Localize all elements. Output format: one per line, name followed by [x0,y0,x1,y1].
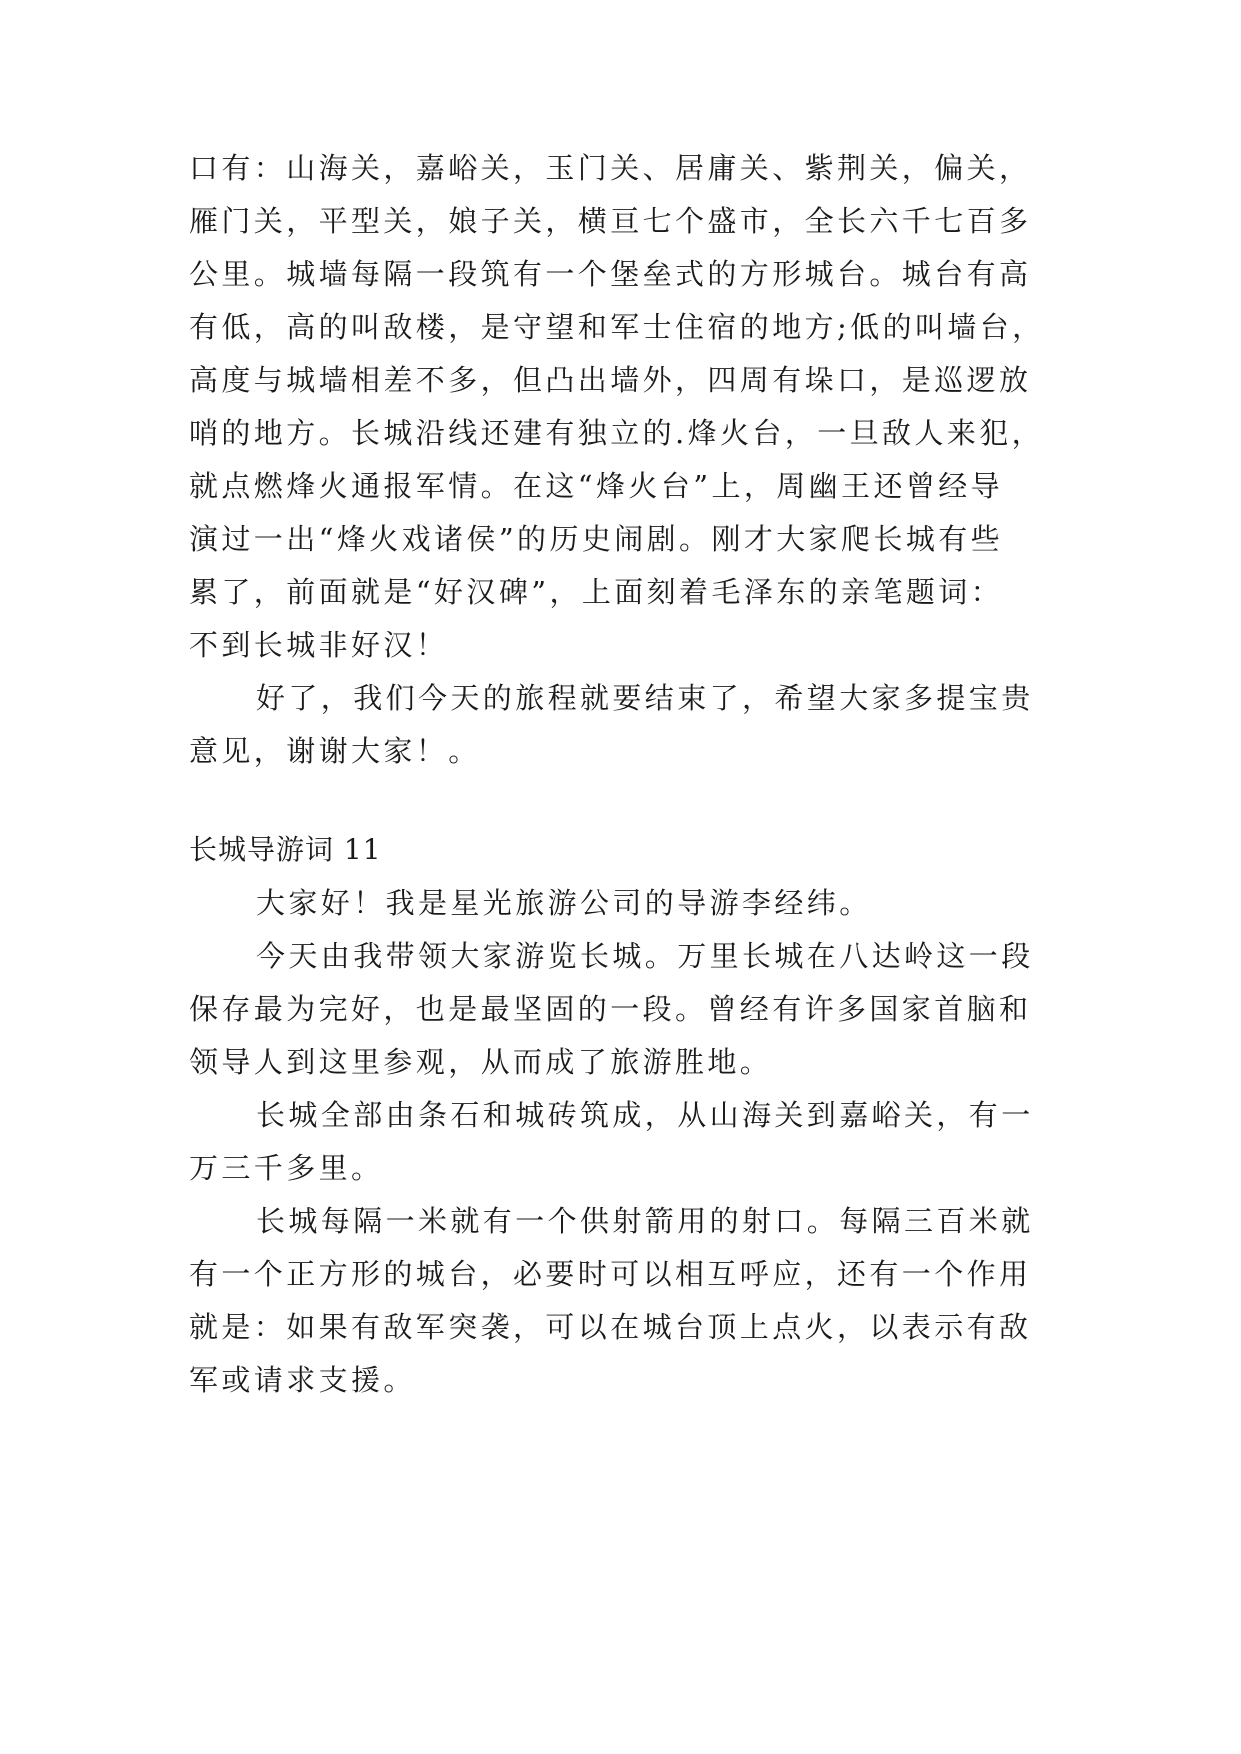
paragraph-line: 不到长城非好汉！ [189,628,449,662]
paragraph-line: 口有：山海关，嘉峪关，玉门关、居庸关、紫荆关，偏关， [189,151,1032,185]
paragraph-line: 万三千多里。 [189,1151,384,1185]
paragraph-line: 就是：如果有敌军突袭，可以在城台顶上点火，以表示有敌 [189,1310,1032,1344]
paragraph-line: 长城每隔一米就有一个供射箭用的射口。每隔三百米就 [256,1204,1034,1238]
paragraph-line: 今天由我带领大家游览长城。万里长城在八达岭这一段 [256,939,1034,973]
section-title: 长城导游词 11 [189,833,382,866]
paragraph-line: 大家好！我是星光旅游公司的导游李经纬。 [256,886,872,920]
paragraph-line: 累了，前面就是“好汉碑”，上面刻着毛泽东的亲笔题词： [189,575,1004,609]
paragraph-line: 长城全部由条石和城砖筑成，从山海关到嘉峪关，有一 [256,1098,1034,1132]
paragraph-line: 有低，高的叫敌楼，是守望和军士住宿的地方;低的叫墙台， [189,310,1045,344]
paragraph-line: 好了，我们今天的旅程就要结束了，希望大家多提宝贵 [256,681,1034,715]
paragraph-line: 哨的地方。长城沿线还建有独立的.烽火台，一旦敌人来犯， [189,416,1045,450]
paragraph-line: 领导人到这里参观，从而成了旅游胜地。 [189,1045,773,1079]
paragraph-line: 雁门关，平型关，娘子关，横亘七个盛市，全长六千七百多 [189,204,1032,238]
paragraph-line: 军或请求支援。 [189,1363,416,1397]
paragraph-line: 保存最为完好，也是最坚固的一段。曾经有许多国家首脑和 [189,992,1032,1026]
paragraph-line: 公里。城墙每隔一段筑有一个堡垒式的方形城台。城台有高 [189,257,1032,291]
paragraph-line: 高度与城墙相差不多，但凸出墙外，四周有垛口，是巡逻放 [189,363,1032,397]
paragraph-line: 意见，谢谢大家！。 [189,734,481,768]
paragraph-line: 有一个正方形的城台，必要时可以相互呼应，还有一个作用 [189,1257,1032,1291]
paragraph-line: 演过一出“烽火戏诸侯”的历史闹剧。刚才大家爬长城有些 [189,522,1004,556]
paragraph-line: 就点燃烽火通报军情。在这“烽火台”上，周幽王还曾经导 [189,469,1004,503]
